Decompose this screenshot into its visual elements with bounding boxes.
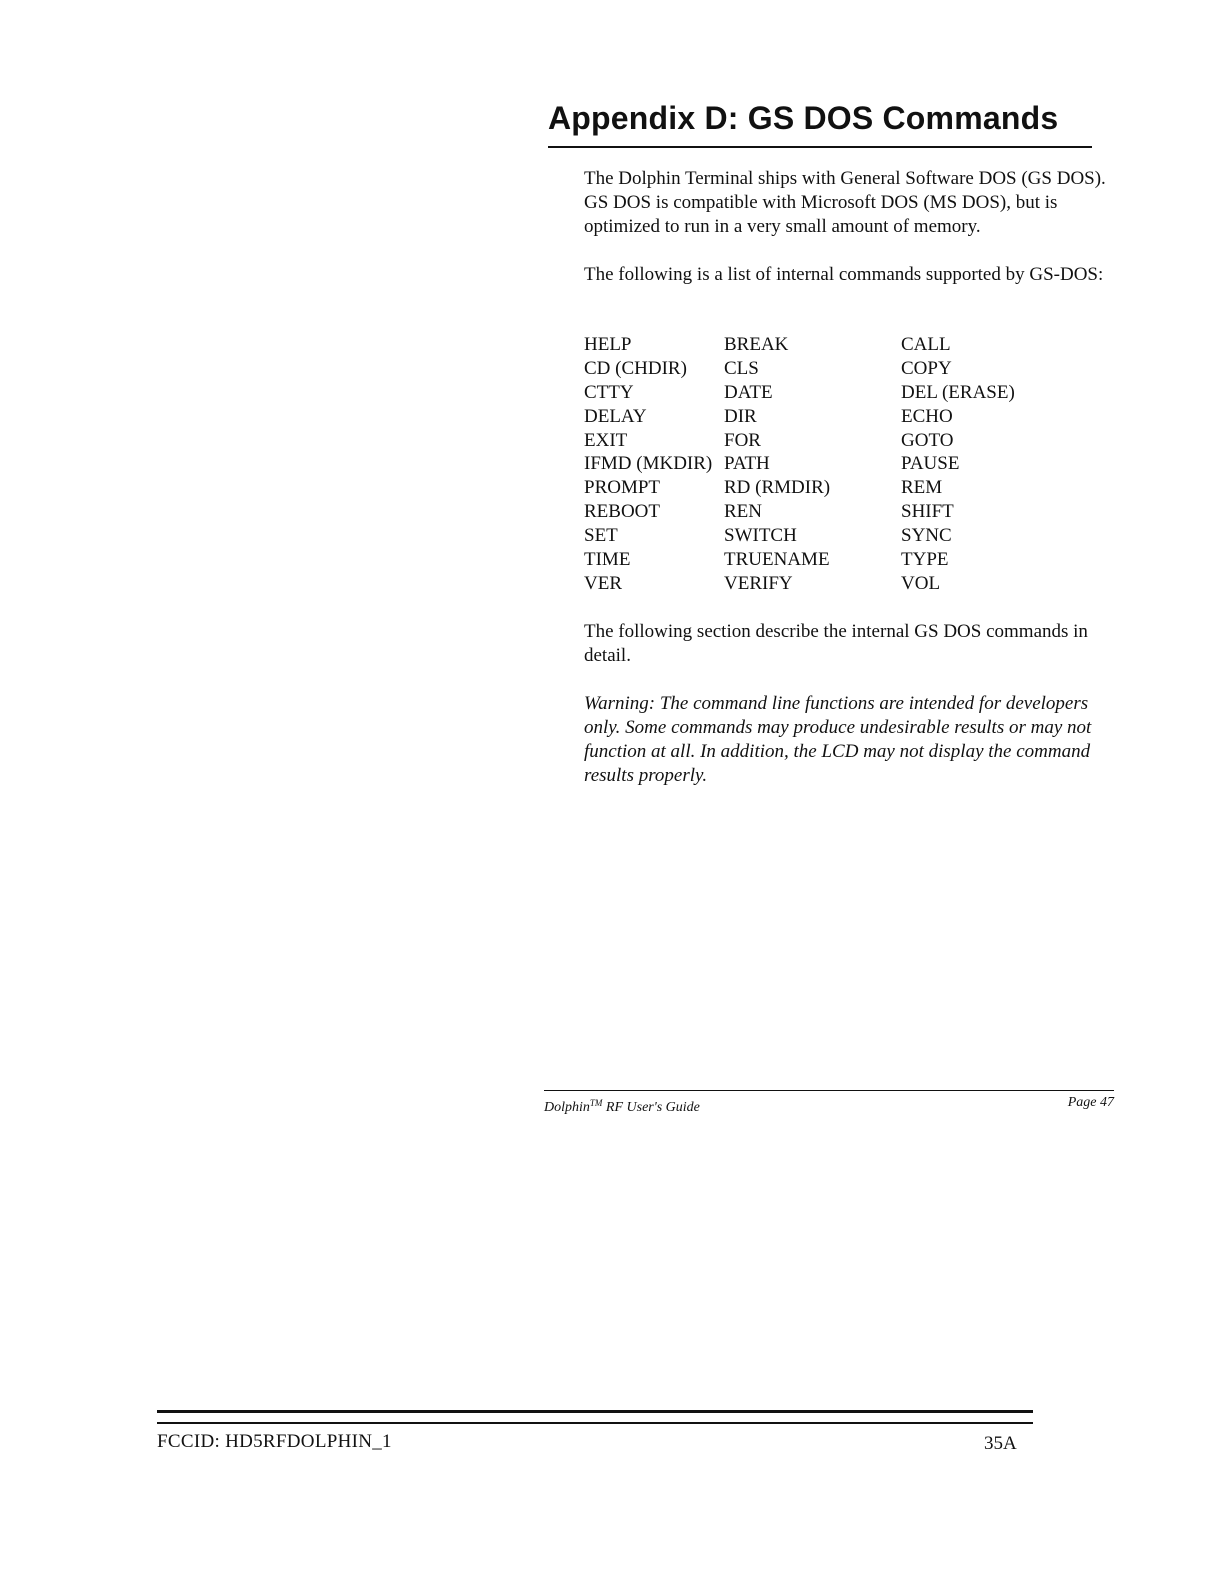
list-intro-paragraph: The following is a list of internal commands supported by GS-DOS: xyxy=(584,264,1104,285)
command-item: SWITCH xyxy=(724,525,797,547)
command-item: CTTY xyxy=(584,381,634,403)
command-item: SET xyxy=(584,525,618,547)
command-item: REM xyxy=(901,477,943,499)
command-item: VER xyxy=(584,572,622,594)
command-row xyxy=(584,548,1061,572)
command-item: REBOOT xyxy=(584,501,660,523)
page-code: 35A xyxy=(984,1433,1017,1454)
command-item: ECHO xyxy=(901,405,953,427)
command-item: TYPE xyxy=(901,549,949,571)
command-item: PATH xyxy=(724,453,770,475)
command-item: CALL xyxy=(901,334,951,355)
command-item: GOTO xyxy=(901,429,954,451)
command-item: BREAK xyxy=(724,334,789,355)
command-item: SYNC xyxy=(901,525,952,547)
command-row xyxy=(584,405,1061,429)
command-item: PROMPT xyxy=(584,477,661,499)
command-list xyxy=(584,333,1061,596)
warning-paragraph: Warning: The command line functions are intended for developers only. Some commands may produce undesirable results or may not function at all. In addition, the LCD may not display the command results properly. xyxy=(584,693,1092,786)
command-item: FOR xyxy=(724,429,761,451)
trademark-mark: TM xyxy=(589,1098,603,1108)
command-item: VOL xyxy=(901,572,941,594)
command-item: DEL (ERASE) xyxy=(901,381,1015,403)
command-item: PAUSE xyxy=(901,453,960,475)
command-row xyxy=(584,572,1061,596)
bottom-rule xyxy=(157,1410,1033,1424)
intro-paragraph: The Dolphin Terminal ships with General Software DOS (GS DOS). GS DOS is compatible with Microsoft DOS (MS DOS), but is optimized to run in a very small amount of memory. xyxy=(584,168,1106,237)
fccid-label: FCCID: HD5RFDOLPHIN_1 xyxy=(157,1431,392,1452)
command-item: SHIFT xyxy=(901,501,954,523)
command-item: COPY xyxy=(901,357,952,379)
command-row xyxy=(584,381,1061,405)
guide-footer xyxy=(544,1090,1114,1117)
command-item: EXIT xyxy=(584,429,628,451)
command-row xyxy=(584,333,1061,357)
command-item: DIR xyxy=(724,405,757,427)
command-item: IFMD (MKDIR) xyxy=(584,453,713,475)
command-item: DATE xyxy=(724,381,773,403)
command-row xyxy=(584,500,1061,524)
page-number: Page 47 xyxy=(1067,1095,1114,1110)
command-item: REN xyxy=(724,501,762,523)
command-row xyxy=(584,357,1061,381)
page-heading xyxy=(548,96,1092,148)
command-item: TIME xyxy=(584,549,631,571)
guide-name: Dolphin™ RF User's Guide xyxy=(544,1098,700,1115)
command-item: DELAY xyxy=(584,405,647,427)
command-row xyxy=(584,476,1061,500)
command-row xyxy=(584,524,1061,548)
command-item: TRUENAME xyxy=(724,549,830,571)
detail-intro-paragraph: The following section describe the internal GS DOS commands in detail. xyxy=(584,621,1088,666)
command-item: CLS xyxy=(724,357,759,379)
command-item: CD (CHDIR) xyxy=(584,357,687,379)
command-item: HELP xyxy=(584,334,632,355)
command-item: VERIFY xyxy=(724,572,793,594)
command-row xyxy=(584,429,1061,453)
page-title: Appendix D: GS DOS Commands xyxy=(548,100,1059,136)
command-row xyxy=(584,452,1061,476)
command-item: RD (RMDIR) xyxy=(724,477,831,499)
